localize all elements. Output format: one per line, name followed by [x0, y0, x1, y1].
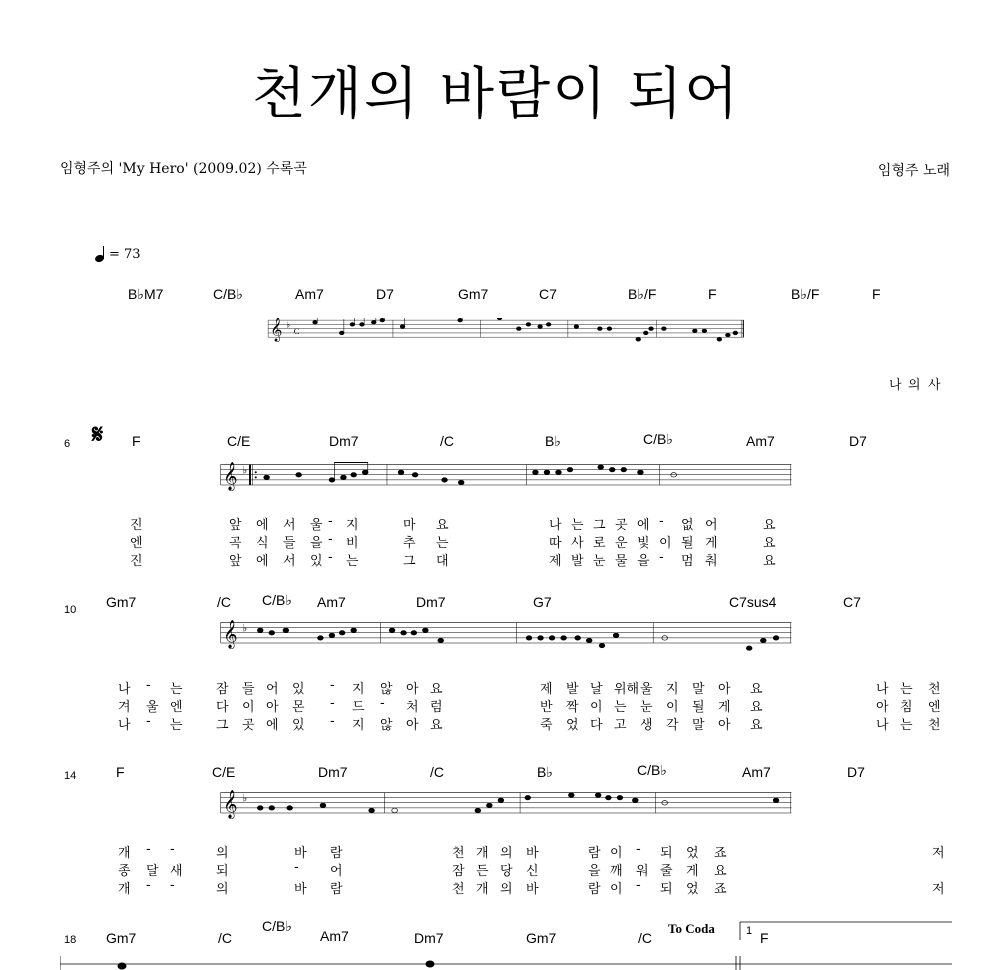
lyric-syllable: 아: [406, 718, 419, 733]
lyric-syllable: 앞: [229, 518, 242, 533]
lyric-syllable: 을: [310, 536, 323, 551]
lyric-syllable: 요: [750, 718, 763, 733]
lyric-syllable: 는: [346, 554, 359, 569]
lyric-syllable: 요: [763, 518, 776, 533]
lyric-syllable: 줄: [660, 864, 673, 879]
lyric-syllable: 어: [266, 682, 279, 697]
lyric-syllable: -: [330, 714, 335, 729]
lyric-syllable: 든: [476, 864, 489, 879]
lyric-syllable: 개: [476, 846, 489, 861]
lyric-syllable: 침: [900, 700, 913, 715]
lyric-syllable: 에: [256, 518, 269, 533]
lyric-syllable: 람: [588, 846, 601, 861]
measure-number: 18: [64, 934, 77, 946]
lyric-syllable: 눈: [640, 700, 653, 715]
lyric-syllable: 의: [500, 846, 513, 861]
lyric-syllable: 아: [718, 682, 731, 697]
lyric-syllable: 되: [660, 846, 673, 861]
lyric-syllable: 없: [681, 518, 694, 533]
lyric-syllable: 아: [406, 682, 419, 697]
lyric-syllable: 죽: [540, 718, 553, 733]
lyric-syllable: 요: [436, 518, 449, 533]
lyric-syllable: 마: [403, 518, 416, 533]
music-staff: [60, 790, 952, 822]
lyric-syllable: 울: [640, 682, 653, 697]
lyric-syllable: 엔: [928, 700, 941, 715]
lyric-syllable: 진: [130, 518, 143, 533]
lyric-syllable: 는: [614, 700, 627, 715]
lyric-syllable: 달: [146, 864, 159, 879]
lyric-syllable: 바: [294, 846, 307, 861]
lyric-syllable: -: [636, 842, 641, 857]
lyric-syllable: 말: [692, 718, 705, 733]
treble-clef-icon: 𝄞: [223, 620, 238, 648]
lyric-syllable: 몬: [292, 700, 305, 715]
lyric-syllable: 식: [256, 536, 269, 551]
lyric-syllable: 있: [310, 554, 323, 569]
lyric-syllable: 람: [330, 882, 343, 897]
lyric-syllable: 발: [566, 682, 579, 697]
lyric-syllable: 울: [310, 518, 323, 533]
lyric-syllable: -: [294, 860, 299, 875]
lyric-syllable: 었: [686, 846, 699, 861]
lyric-syllable: 요: [714, 864, 727, 879]
lyric-syllable: 나: [876, 682, 889, 697]
lyric-syllable: 저: [932, 846, 945, 861]
lyric-syllable: 신: [526, 864, 539, 879]
lyric-syllable: 나: [889, 378, 902, 393]
flat-icon: ♭: [242, 464, 248, 477]
chord-symbol: Am7: [742, 764, 771, 780]
lyric-syllable: 는: [900, 682, 913, 697]
lyric-syllable: 날: [590, 682, 603, 697]
lyric-line: [0, 714, 992, 732]
lyric-syllable: 말: [692, 682, 705, 697]
lyric-syllable: -: [328, 532, 333, 547]
chord-symbol: C/E: [227, 433, 251, 449]
lyric-syllable: 짝: [566, 700, 579, 715]
lyric-syllable: 을: [588, 864, 601, 879]
lyric-syllable: 서: [283, 518, 296, 533]
lyric-syllable: 물: [615, 554, 628, 569]
lyric-syllable: -: [659, 550, 664, 565]
chord-symbol: C7: [539, 286, 557, 302]
chord-symbol: C/B♭: [262, 918, 292, 934]
lyric-syllable: 반: [540, 700, 553, 715]
lyric-syllable: 이: [666, 700, 679, 715]
lyric-syllable: 람: [330, 846, 343, 861]
lyric-syllable: 될: [692, 700, 705, 715]
to-coda-marking: To Coda: [668, 921, 715, 936]
lyric-syllable: 곳: [242, 718, 255, 733]
lyric-syllable: 사: [928, 378, 941, 393]
lyric-syllable: 이: [590, 700, 603, 715]
lyric-syllable: -: [636, 878, 641, 893]
lyric-line: [0, 532, 992, 550]
chord-symbol: C/B♭: [213, 286, 243, 302]
chord-symbol: Gm7: [526, 930, 557, 946]
lyric-syllable: 나: [876, 718, 889, 733]
flat-icon: ♭: [242, 792, 248, 805]
lyric-syllable: 지: [346, 518, 359, 533]
measure-number: 10: [64, 604, 77, 616]
lyric-line: [0, 514, 992, 532]
lyric-syllable: 엔: [170, 700, 183, 715]
chord-symbol: F: [116, 764, 125, 780]
chord-symbol: Am7: [746, 433, 775, 449]
chord-symbol: C/B♭: [643, 431, 673, 447]
lyric-syllable: 지: [352, 682, 365, 697]
lyric-line: [0, 550, 992, 568]
lyric-syllable: 이: [610, 882, 623, 897]
measure-number: 14: [64, 770, 77, 782]
treble-clef-icon: 𝄞: [223, 462, 238, 490]
music-staff: [60, 462, 952, 494]
lyric-syllable: 요: [750, 682, 763, 697]
music-staff: [60, 318, 952, 350]
lyric-syllable: 되: [660, 882, 673, 897]
lyric-syllable: 대: [436, 554, 449, 569]
lyric-syllable: 각: [666, 718, 679, 733]
lyric-line: [0, 842, 992, 860]
chord-symbol: C7sus4: [729, 594, 777, 610]
chord-symbol: Dm7: [416, 594, 446, 610]
chord-symbol: Gm7: [458, 286, 489, 302]
lyric-syllable: 는: [571, 518, 584, 533]
chord-symbol: Dm7: [318, 764, 348, 780]
lyric-syllable: 사: [571, 536, 584, 551]
lyric-syllable: -: [170, 878, 175, 893]
chord-symbol: F: [760, 930, 769, 946]
measure-number: 6: [64, 438, 71, 450]
lyric-syllable: 않: [380, 682, 393, 697]
lyric-syllable: 잠: [216, 682, 229, 697]
lyric-syllable: 요: [763, 536, 776, 551]
chord-symbol: /C: [218, 930, 232, 946]
common-time-icon: C: [293, 326, 300, 336]
chord-symbol: Gm7: [106, 594, 137, 610]
lyric-syllable: 울: [146, 700, 159, 715]
music-staff: [60, 920, 952, 970]
lyric-syllable: 빛: [637, 536, 650, 551]
chord-symbol: D7: [847, 764, 865, 780]
chord-symbol: C7: [843, 594, 861, 610]
lyric-syllable: 않: [380, 718, 393, 733]
lyric-syllable: 비: [346, 536, 359, 551]
lyric-syllable: 아: [266, 700, 279, 715]
lyric-syllable: 저: [932, 882, 945, 897]
lyric-syllable: 있: [292, 682, 305, 697]
chord-symbol: C/B♭: [262, 592, 292, 608]
lyric-syllable: 될: [681, 536, 694, 551]
lyric-syllable: 는: [900, 718, 913, 733]
segno-icon: 𝄋: [92, 420, 104, 450]
lyric-syllable: 었: [686, 882, 699, 897]
lyric-syllable: 지: [666, 682, 679, 697]
flat-icon: ♭: [242, 622, 248, 635]
lyric-syllable: 제: [549, 554, 562, 569]
lyric-syllable: 깨: [610, 864, 623, 879]
chord-symbol: Dm7: [414, 930, 444, 946]
lyric-syllable: -: [659, 514, 664, 529]
lyric-line: [0, 678, 992, 696]
lyric-syllable: 이: [242, 700, 255, 715]
lyric-syllable: 의: [500, 882, 513, 897]
lyric-syllable: 그: [216, 718, 229, 733]
song-title: 천개의 바람이 되어: [251, 62, 741, 127]
lyric-syllable: 운: [615, 536, 628, 551]
volta-number: 1: [746, 925, 753, 937]
chord-symbol: D7: [849, 433, 867, 449]
lyric-syllable: 따: [549, 536, 562, 551]
tempo-value: = 73: [109, 246, 141, 262]
album-note: 임형주의 'My Hero' (2009.02) 수록곡: [60, 161, 307, 177]
chord-symbol: Am7: [317, 594, 346, 610]
chord-symbol: B♭/F: [791, 286, 820, 302]
chord-symbol: /C: [430, 764, 444, 780]
chord-symbol: G7: [533, 594, 552, 610]
lyric-syllable: 곡: [229, 536, 242, 551]
lyric-syllable: 다: [590, 718, 603, 733]
lyric-syllable: 개: [476, 882, 489, 897]
lyric-syllable: 에: [256, 554, 269, 569]
lyric-line: [0, 696, 992, 714]
chord-symbol: C/E: [212, 764, 236, 780]
lyric-syllable: 워: [636, 864, 649, 879]
lyric-syllable: 당: [500, 864, 513, 879]
lyric-syllable: -: [146, 842, 151, 857]
lyric-syllable: 들: [283, 536, 296, 551]
lyric-syllable: 위해: [614, 682, 640, 697]
lyric-syllable: 아: [718, 718, 731, 733]
lyric-syllable: 제: [540, 682, 553, 697]
chord-symbol: Dm7: [329, 433, 359, 449]
lyric-syllable: 있: [292, 718, 305, 733]
lyric-syllable: 개: [118, 882, 131, 897]
lyric-syllable: 그: [403, 554, 416, 569]
chord-symbol: D7: [376, 286, 394, 302]
lyric-syllable: -: [380, 696, 385, 711]
chord-symbol: F: [132, 433, 141, 449]
lyric-syllable: 춰: [705, 554, 718, 569]
chord-symbol: B♭: [537, 764, 553, 780]
flat-icon: ♭: [286, 320, 291, 331]
lyric-syllable: 다: [216, 700, 229, 715]
lyric-syllable: 바: [294, 882, 307, 897]
lyric-syllable: 곳: [615, 518, 628, 533]
lyric-syllable: -: [328, 550, 333, 565]
performer: 임형주 노래: [877, 163, 950, 179]
music-staff: [60, 620, 952, 652]
lyric-syllable: 들: [242, 682, 255, 697]
lyric-syllable: -: [170, 842, 175, 857]
lyric-syllable: 요: [430, 718, 443, 733]
lyric-syllable: 잠: [452, 864, 465, 879]
chord-symbol: B♭M7: [128, 286, 164, 302]
lyric-syllable: 게: [686, 864, 699, 879]
lyric-syllable: 추: [403, 536, 416, 551]
lyric-syllable: 바: [526, 882, 539, 897]
lyric-syllable: 이: [610, 846, 623, 861]
chord-symbol: F: [872, 286, 881, 302]
chord-symbol: Gm7: [106, 930, 137, 946]
lyric-syllable: 는: [170, 718, 183, 733]
lyric-syllable: 죠: [714, 882, 727, 897]
lyric-syllable: 서: [283, 554, 296, 569]
chord-symbol: B♭/F: [628, 286, 657, 302]
lyric-syllable: 어: [330, 864, 343, 879]
lyric-syllable: 지: [352, 718, 365, 733]
lyric-syllable: 에: [266, 718, 279, 733]
lyric-syllable: 어: [705, 518, 718, 533]
lyric-syllable: -: [330, 678, 335, 693]
quarter-note-icon: [95, 246, 105, 262]
lyric-syllable: 눈: [593, 554, 606, 569]
lyric-syllable: 엔: [130, 536, 143, 551]
lyric-syllable: 요: [750, 700, 763, 715]
lyric-syllable: -: [146, 714, 151, 729]
lyric-syllable: -: [146, 678, 151, 693]
lyric-syllable: 드: [352, 700, 365, 715]
lyric-line: [0, 860, 992, 878]
lyric-syllable: 앞: [229, 554, 242, 569]
lyric-syllable: 게: [718, 700, 731, 715]
lyric-syllable: -: [328, 514, 333, 529]
lyric-syllable: 고: [614, 718, 627, 733]
lyric-syllable: 요: [763, 554, 776, 569]
lyric-syllable: 죠: [714, 846, 727, 861]
lyric-syllable: 겨: [118, 700, 131, 715]
lyric-syllable: 이: [659, 536, 672, 551]
lyric-syllable: 의: [216, 846, 229, 861]
chord-symbol: F: [708, 286, 717, 302]
lyric-syllable: 천: [928, 718, 941, 733]
lyric-syllable: 나: [118, 682, 131, 697]
lyric-syllable: 바: [526, 846, 539, 861]
chord-symbol: /C: [638, 930, 652, 946]
lyric-syllable: 생: [640, 718, 653, 733]
lyric-line: [0, 374, 992, 392]
lyric-syllable: 럼: [430, 700, 443, 715]
lyric-syllable: 요: [430, 682, 443, 697]
lyric-syllable: 천: [452, 882, 465, 897]
lyric-syllable: 멈: [681, 554, 694, 569]
lyric-syllable: 는: [436, 536, 449, 551]
lyric-syllable: 새: [170, 864, 183, 879]
lyric-syllable: 는: [170, 682, 183, 697]
chord-symbol: /C: [217, 594, 231, 610]
chord-symbol: Am7: [295, 286, 324, 302]
lyric-syllable: 나: [118, 718, 131, 733]
lyric-line: [0, 878, 992, 896]
lyric-syllable: 발: [571, 554, 584, 569]
lyric-syllable: 람: [588, 882, 601, 897]
lyric-syllable: 아: [876, 700, 889, 715]
lyric-syllable: 개: [118, 846, 131, 861]
lyric-syllable: 의: [216, 882, 229, 897]
lyric-syllable: 그: [593, 518, 606, 533]
lyric-syllable: 진: [130, 554, 143, 569]
lyric-syllable: 로: [593, 536, 606, 551]
lyric-syllable: -: [146, 878, 151, 893]
lyric-syllable: 처: [406, 700, 419, 715]
lyric-syllable: -: [330, 696, 335, 711]
lyric-syllable: 에: [637, 518, 650, 533]
chord-symbol: B♭: [545, 433, 561, 449]
lyric-syllable: 종: [118, 864, 131, 879]
chord-symbol: C/B♭: [637, 762, 667, 778]
lyric-syllable: 게: [705, 536, 718, 551]
tempo-marking: [95, 246, 141, 262]
treble-clef-icon: 𝄞: [270, 318, 283, 342]
lyric-syllable: 의: [908, 378, 921, 393]
lyric-syllable: 나: [549, 518, 562, 533]
chord-symbol: /C: [440, 433, 454, 449]
lyric-syllable: 었: [566, 718, 579, 733]
lyric-syllable: 천: [452, 846, 465, 861]
lyric-syllable: 천: [928, 682, 941, 697]
lyric-syllable: 을: [637, 554, 650, 569]
lyric-syllable: 되: [216, 864, 229, 879]
treble-clef-icon: 𝄞: [223, 790, 238, 818]
chord-symbol: Am7: [320, 928, 349, 944]
